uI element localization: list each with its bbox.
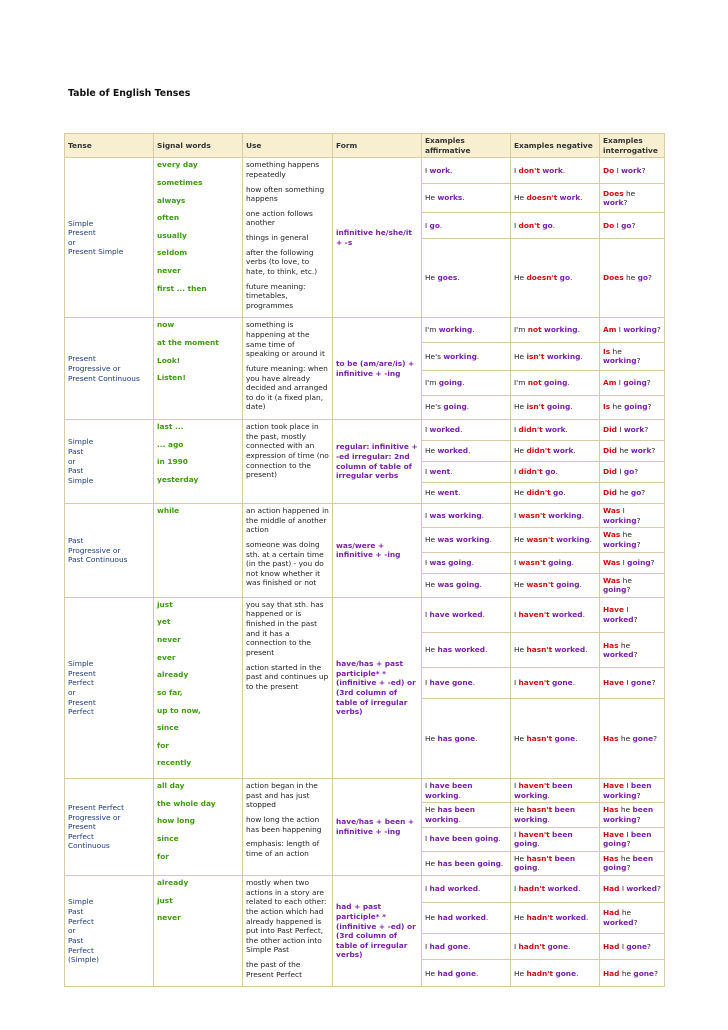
form: infinitive he/she/it + -s [333,158,422,318]
example-neg: He didn't work. [511,441,600,462]
example-int: Had I gone? [600,933,665,960]
signal-word: ever [157,652,176,662]
example-neg: He isn't going. [511,395,600,419]
signal-word: often [157,213,180,223]
example-neg: I haven't worked. [511,597,600,632]
example-aff: I worked. [422,420,511,441]
example-aff: He's working. [422,342,511,370]
signal-word: already [157,878,189,887]
example-int: Is he going? [600,395,665,419]
example-neg: I didn't work. [511,420,600,441]
example-int: Has he been working? [600,803,665,827]
usage-line: action took place in the past, mostly connected with an expression of time (no connection to the present) [246,422,329,480]
example-aff: I have worked. [422,597,511,632]
example-aff: I have been going. [422,827,511,851]
usage-line: after the following verbs (to love, to hate, to think, etc.) [246,247,318,276]
example-neg: I haven't been going. [511,827,600,851]
signal-word: just [157,895,173,905]
signal-word: usually [157,230,187,240]
usage-line: you say that sth. has happened or is finished in the past and it has a connection to the present [246,599,324,657]
example-aff: He was going. [422,573,511,597]
example-int: Was he going? [600,573,665,597]
example-neg: I hadn't worked. [511,876,600,903]
signal-word: Listen! [157,373,186,383]
example-aff: He was working. [422,528,511,552]
header-row [65,134,665,158]
signal-word: since [157,833,179,843]
usage-line: something is happening at the same time of speaking or around it [246,320,325,359]
tense-name: Past Progressive or Past Continuous [65,504,154,598]
header-signal: Signal words [154,134,243,158]
signal-words [154,876,243,987]
example-neg: He hadn't worked. [511,902,600,933]
usage-line: things in general [246,233,309,242]
tense-row [65,318,665,342]
example-int: Am I working? [600,318,665,342]
example-aff: I have been working. [422,779,511,803]
example-aff: I had gone. [422,933,511,960]
signal-word: never [157,913,181,923]
signal-word: first ... then [157,283,207,293]
example-aff: He works. [422,183,511,213]
signal-word: Look! [157,355,181,365]
example-int: Was I working? [600,504,665,528]
signal-word: at the moment [157,338,219,347]
usage [243,420,333,504]
form: have/has + been + infinitive + -ing [333,779,422,876]
example-aff: He worked. [422,441,511,462]
example-int: Has he been going? [600,851,665,875]
usage-line: how long the action has been happening [246,814,322,834]
example-int: Have I been working? [600,779,665,803]
tense-row [65,876,665,903]
usage [243,876,333,987]
example-int: Do I go? [600,213,665,239]
signal-word: the whole day [157,798,216,808]
signal-words [154,420,243,504]
signal-word: never [157,266,181,275]
example-int: Have I worked? [600,597,665,632]
example-int: Did he work? [600,441,665,462]
signal-word: all day [157,781,185,790]
example-aff: I'm going. [422,371,511,395]
tense-name: Present Perfect Progressive or Present Perfect Continuous [65,779,154,876]
example-int: Had he worked? [600,902,665,933]
example-neg: I don't go. [511,213,600,239]
example-int: Has he gone? [600,698,665,778]
example-aff: He had worked. [422,902,511,933]
header-use: Use [243,134,333,158]
example-neg: He wasn't working. [511,528,600,552]
usage [243,158,333,318]
signal-words [154,318,243,420]
example-int: Do I work? [600,158,665,184]
usage-line: someone was doing sth. at a certain time (in the past) - you do not know whether it was finished or not [246,539,324,588]
signal-word: sometimes [157,177,203,187]
example-neg: He wasn't going. [511,573,600,597]
tense-name: Present Progressive or Present Continuous [65,318,154,420]
example-neg: I didn't go. [511,462,600,483]
example-neg: He isn't working. [511,342,600,370]
example-neg: He doesn't go. [511,239,600,318]
usage-line: an action happened in the middle of another action [246,506,329,535]
example-aff: He went. [422,483,511,504]
example-int: Does he work? [600,183,665,213]
tense-row [65,779,665,803]
signal-word: so far, [157,687,183,697]
example-aff: He has worked. [422,633,511,668]
example-int: Had I worked? [600,876,665,903]
example-neg: I'm not going. [511,371,600,395]
header-interrogative: Examples interrogative [600,134,665,158]
page-title: Table of English Tenses [68,88,191,99]
example-aff: I was working. [422,504,511,528]
example-aff: He goes. [422,239,511,318]
example-int: Is he working? [600,342,665,370]
signal-word: already [157,670,189,680]
example-aff: I'm working. [422,318,511,342]
example-neg: He didn't go. [511,483,600,504]
signal-word: since [157,723,179,733]
signal-words [154,158,243,318]
example-neg: I wasn't working. [511,504,600,528]
usage [243,504,333,598]
header-affirmative: Examples affirmative [422,134,511,158]
tense-row [65,158,665,184]
header-tense: Tense [65,134,154,158]
example-int: Did I go? [600,462,665,483]
example-aff: I have gone. [422,668,511,699]
signal-word: just [157,599,173,609]
example-int: Did I work? [600,420,665,441]
example-neg: He hasn't gone. [511,698,600,778]
example-neg: I hadn't gone. [511,933,600,960]
example-aff: I was going. [422,552,511,573]
tense-name: Simple Past Perfect or Past Perfect (Simple) [65,876,154,987]
example-neg: He hasn't worked. [511,633,600,668]
tense-name: Simple Present or Present Simple [65,158,154,318]
signal-word: up to now, [157,705,201,715]
usage-line: action began in the past and has just stopped [246,781,318,810]
example-neg: I don't work. [511,158,600,184]
usage-line: mostly when two actions in a story are related to each other: the action which had already happened is put into Past Perfect, the other action into Simple Past [246,878,327,955]
example-neg: I wasn't going. [511,552,600,573]
example-aff: He's going. [422,395,511,419]
form: to be (am/are/is) + infinitive + -ing [333,318,422,420]
usage-line: how often something happens [246,184,325,204]
signal-word: every day [157,160,198,170]
signal-word: never [157,635,181,644]
usage-line: future meaning: timetables, programmes [246,281,306,310]
signal-word: ... ago [157,439,184,449]
example-int: Did he go? [600,483,665,504]
usage-line: future meaning: when you have already decided and arranged to do it (a fixed plan, date) [246,363,328,412]
form: regular: infinitive + -ed irregular: 2nd column of table of irregular verbs [333,420,422,504]
usage-line: the past of the Present Perfect [246,960,302,979]
example-neg: I'm not working. [511,318,600,342]
example-aff: I go. [422,213,511,239]
example-aff: I had worked. [422,876,511,903]
example-int: Had he gone? [600,960,665,987]
example-int: Has he worked? [600,633,665,668]
tenses-table [64,133,665,987]
example-neg: I haven't been working. [511,779,600,803]
usage-line: emphasis: length of time of an action [246,839,320,858]
example-aff: I went. [422,462,511,483]
example-neg: I haven't gone. [511,668,600,699]
example-neg: He hasn't been working. [511,803,600,827]
signal-word: always [157,195,186,205]
signal-words [154,597,243,778]
example-neg: He hasn't been going. [511,851,600,875]
example-aff: He had gone. [422,960,511,987]
signal-word: seldom [157,248,188,258]
header-negative: Examples negative [511,134,600,158]
form: had + past participle* *(infinitive + -ed) or (3rd column of table of irregular verbs) [333,876,422,987]
example-int: Am I going? [600,371,665,395]
example-aff: He has gone. [422,698,511,778]
signal-word: yesterday [157,474,199,484]
example-int: Have I gone? [600,668,665,699]
usage [243,318,333,420]
tense-name: Simple Present Perfect or Present Perfect [65,597,154,778]
signal-words [154,504,243,598]
signal-word: yet [157,617,171,627]
tense-name: Simple Past or Past Simple [65,420,154,504]
example-aff: I work. [422,158,511,184]
tense-row [65,420,665,441]
signal-word: for [157,740,169,750]
usage-line: something happens repeatedly [246,160,320,179]
example-int: Have I been going? [600,827,665,851]
usage-line: action started in the past and continues up to the present [246,662,329,691]
tense-row [65,597,665,632]
header-form: Form [333,134,422,158]
example-int: Was he working? [600,528,665,552]
signal-word: for [157,851,169,861]
signal-word: in 1990 [157,457,188,467]
usage [243,597,333,778]
signal-word: while [157,506,180,515]
signal-word: last ... [157,422,184,431]
example-aff: He has been working. [422,803,511,827]
usage [243,779,333,876]
tense-row [65,504,665,528]
example-neg: He doesn't work. [511,183,600,213]
example-neg: He hadn't gone. [511,960,600,987]
signal-word: now [157,320,175,330]
signal-word: recently [157,758,192,768]
example-aff: He has been going. [422,851,511,875]
form: was/were + infinitive + -ing [333,504,422,598]
usage-line: one action follows another [246,208,313,228]
form: have/has + past participle* *(infinitive + -ed) or (3rd column of table of irregular verbs) [333,597,422,778]
signal-word: how long [157,816,195,826]
example-int: Was I going? [600,552,665,573]
example-int: Does he go? [600,239,665,318]
signal-words [154,779,243,876]
